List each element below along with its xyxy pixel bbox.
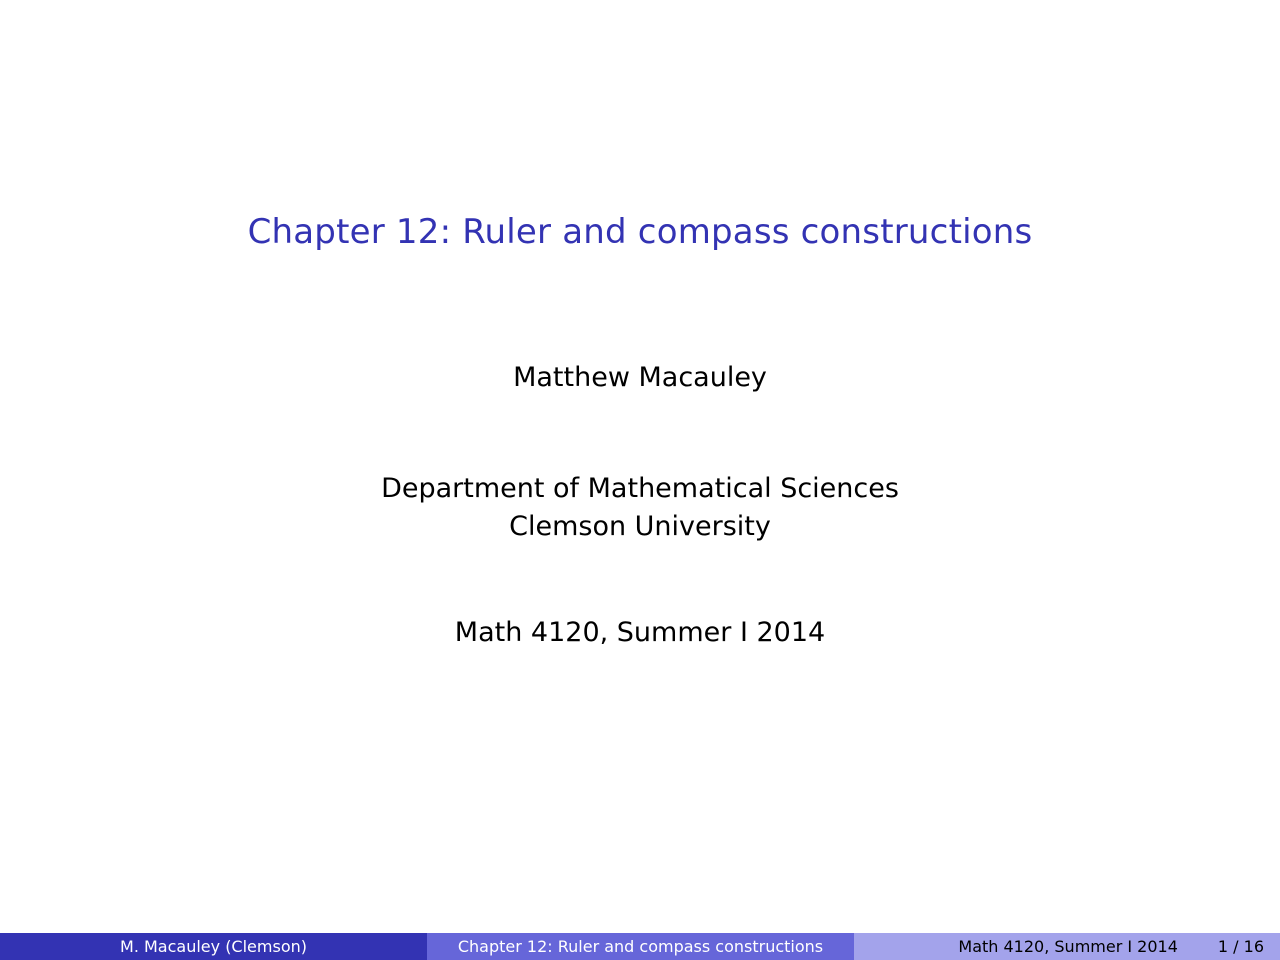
footer-right — [854, 933, 1280, 960]
footer-author: M. Macauley (Clemson) — [0, 933, 427, 960]
institute-university: Clemson University — [509, 511, 771, 542]
slide-date: Math 4120, Summer I 2014 — [454, 617, 826, 648]
slide-institute — [0, 470, 1280, 546]
institute-department: Department of Mathematical Sciences — [381, 473, 899, 504]
slide-title: Chapter 12: Ruler and compass constructions — [247, 212, 1033, 252]
footer-page-number: 1 / 16 — [1217, 937, 1264, 956]
footer-title: Chapter 12: Ruler and compass constructions — [427, 933, 854, 960]
footer-course: Math 4120, Summer I 2014 — [958, 937, 1178, 956]
slide-author: Matthew Macauley — [513, 362, 767, 393]
footer-bar — [0, 933, 1280, 960]
